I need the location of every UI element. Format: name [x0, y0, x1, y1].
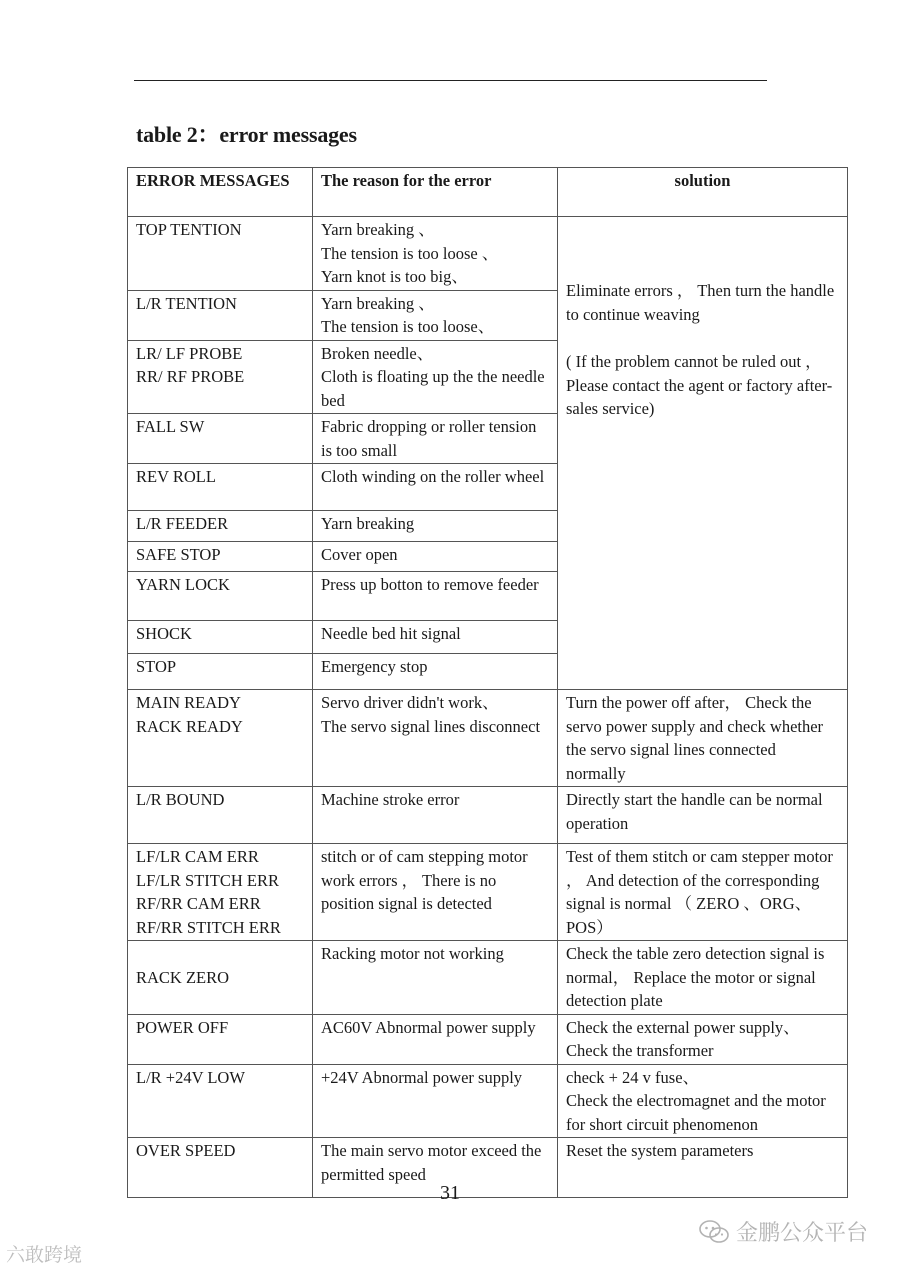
table-row — [128, 1014, 848, 1064]
error-cell: LR/ LF PROBE RR/ RF PROBE — [128, 340, 313, 414]
reason-cell: Broken needle、 Cloth is floating up the the needle bed — [313, 340, 558, 414]
reason-cell: Machine stroke error — [313, 787, 558, 844]
error-cell: YARN LOCK — [128, 572, 313, 621]
error-cell: L/R TENTION — [128, 290, 313, 340]
error-cell: LF/LR CAM ERR LF/LR STITCH ERR RF/RR CAM ERR RF/RR STITCH ERR — [128, 844, 313, 941]
error-cell: OVER SPEED — [128, 1138, 313, 1198]
reason-cell: Emergency stop — [313, 654, 558, 690]
solution-cell: Check the table zero detection signal is normal， Replace the motor or signal detection plate — [558, 941, 848, 1015]
header-reason: The reason for the error — [313, 168, 558, 217]
watermark-right: 金鹏公众平台 — [698, 1216, 868, 1247]
header-solution: solution — [558, 168, 848, 217]
solution-cell: Turn the power off after， Check the servo power supply and check whether the servo signal lines connected normally — [558, 690, 848, 787]
page-title: table 2：error messages — [136, 122, 357, 147]
reason-cell: Yarn breaking — [313, 511, 558, 542]
reason-cell: Servo driver didn't work、 The servo signal lines disconnect — [313, 690, 558, 787]
error-cell: L/R BOUND — [128, 787, 313, 844]
solution-cell: Directly start the handle can be normal operation — [558, 787, 848, 844]
solution-cell: Test of them stitch or cam stepper motor ， And detection of the corresponding signal is normal （ ZERO 、ORG、POS） — [558, 844, 848, 941]
solution-paragraph-1: Eliminate errors ， Then turn the handle to continue weaving — [566, 281, 835, 324]
table-row — [128, 844, 848, 941]
reason-cell: +24V Abnormal power supply — [313, 1064, 558, 1138]
error-cell: L/R +24V LOW — [128, 1064, 313, 1138]
error-cell: RACK ZERO — [128, 941, 313, 1015]
reason-cell: Yarn breaking 、 The tension is too loose 、 Yarn knot is too big、 — [313, 217, 558, 291]
error-cell: TOP TENTION — [128, 217, 313, 291]
error-cell: SAFE STOP — [128, 542, 313, 572]
error-cell: POWER OFF — [128, 1014, 313, 1064]
table-row — [128, 941, 848, 1015]
error-cell: MAIN READY RACK READY — [128, 690, 313, 787]
error-messages-table — [127, 167, 848, 1198]
solution-cell: Reset the system parameters — [558, 1138, 848, 1198]
error-cell: SHOCK — [128, 621, 313, 654]
error-cell: FALL SW — [128, 414, 313, 464]
reason-cell: Press up botton to remove feeder — [313, 572, 558, 621]
header-error-messages: ERROR MESSAGES — [128, 168, 313, 217]
table-row — [128, 217, 848, 291]
table-row — [128, 690, 848, 787]
solution-cell: check + 24 v fuse、 Check the electromagnet and the motor for short circuit phenomenon — [558, 1064, 848, 1138]
reason-cell: Fabric dropping or roller tension is too small — [313, 414, 558, 464]
reason-cell: stitch or of cam stepping motor work errors ， There is no position signal is detected — [313, 844, 558, 941]
error-cell: REV ROLL — [128, 464, 313, 511]
header-rule — [134, 80, 767, 81]
page-number: 31 — [440, 1182, 460, 1204]
table-header-row — [128, 168, 848, 217]
reason-cell: AC60V Abnormal power supply — [313, 1014, 558, 1064]
error-cell: L/R FEEDER — [128, 511, 313, 542]
solution-cell: Check the external power supply、 Check the transformer — [558, 1014, 848, 1064]
reason-cell: The main servo motor exceed the permitted speed — [313, 1138, 558, 1198]
watermark-left: 六敢跨境 — [6, 1244, 83, 1266]
merged-solution-cell — [558, 217, 848, 690]
wechat-icon — [698, 1219, 730, 1245]
reason-cell: Needle bed hit signal — [313, 621, 558, 654]
table-row — [128, 787, 848, 844]
table-row — [128, 1064, 848, 1138]
reason-cell: Yarn breaking 、 The tension is too loose、 — [313, 290, 558, 340]
reason-cell: Cloth winding on the roller wheel — [313, 464, 558, 511]
reason-cell: Cover open — [313, 542, 558, 572]
reason-cell: Racking motor not working — [313, 941, 558, 1015]
solution-paragraph-2: ( If the problem cannot be ruled out ， Please contact the agent or factory after-sales service) — [566, 352, 833, 418]
error-cell: STOP — [128, 654, 313, 690]
